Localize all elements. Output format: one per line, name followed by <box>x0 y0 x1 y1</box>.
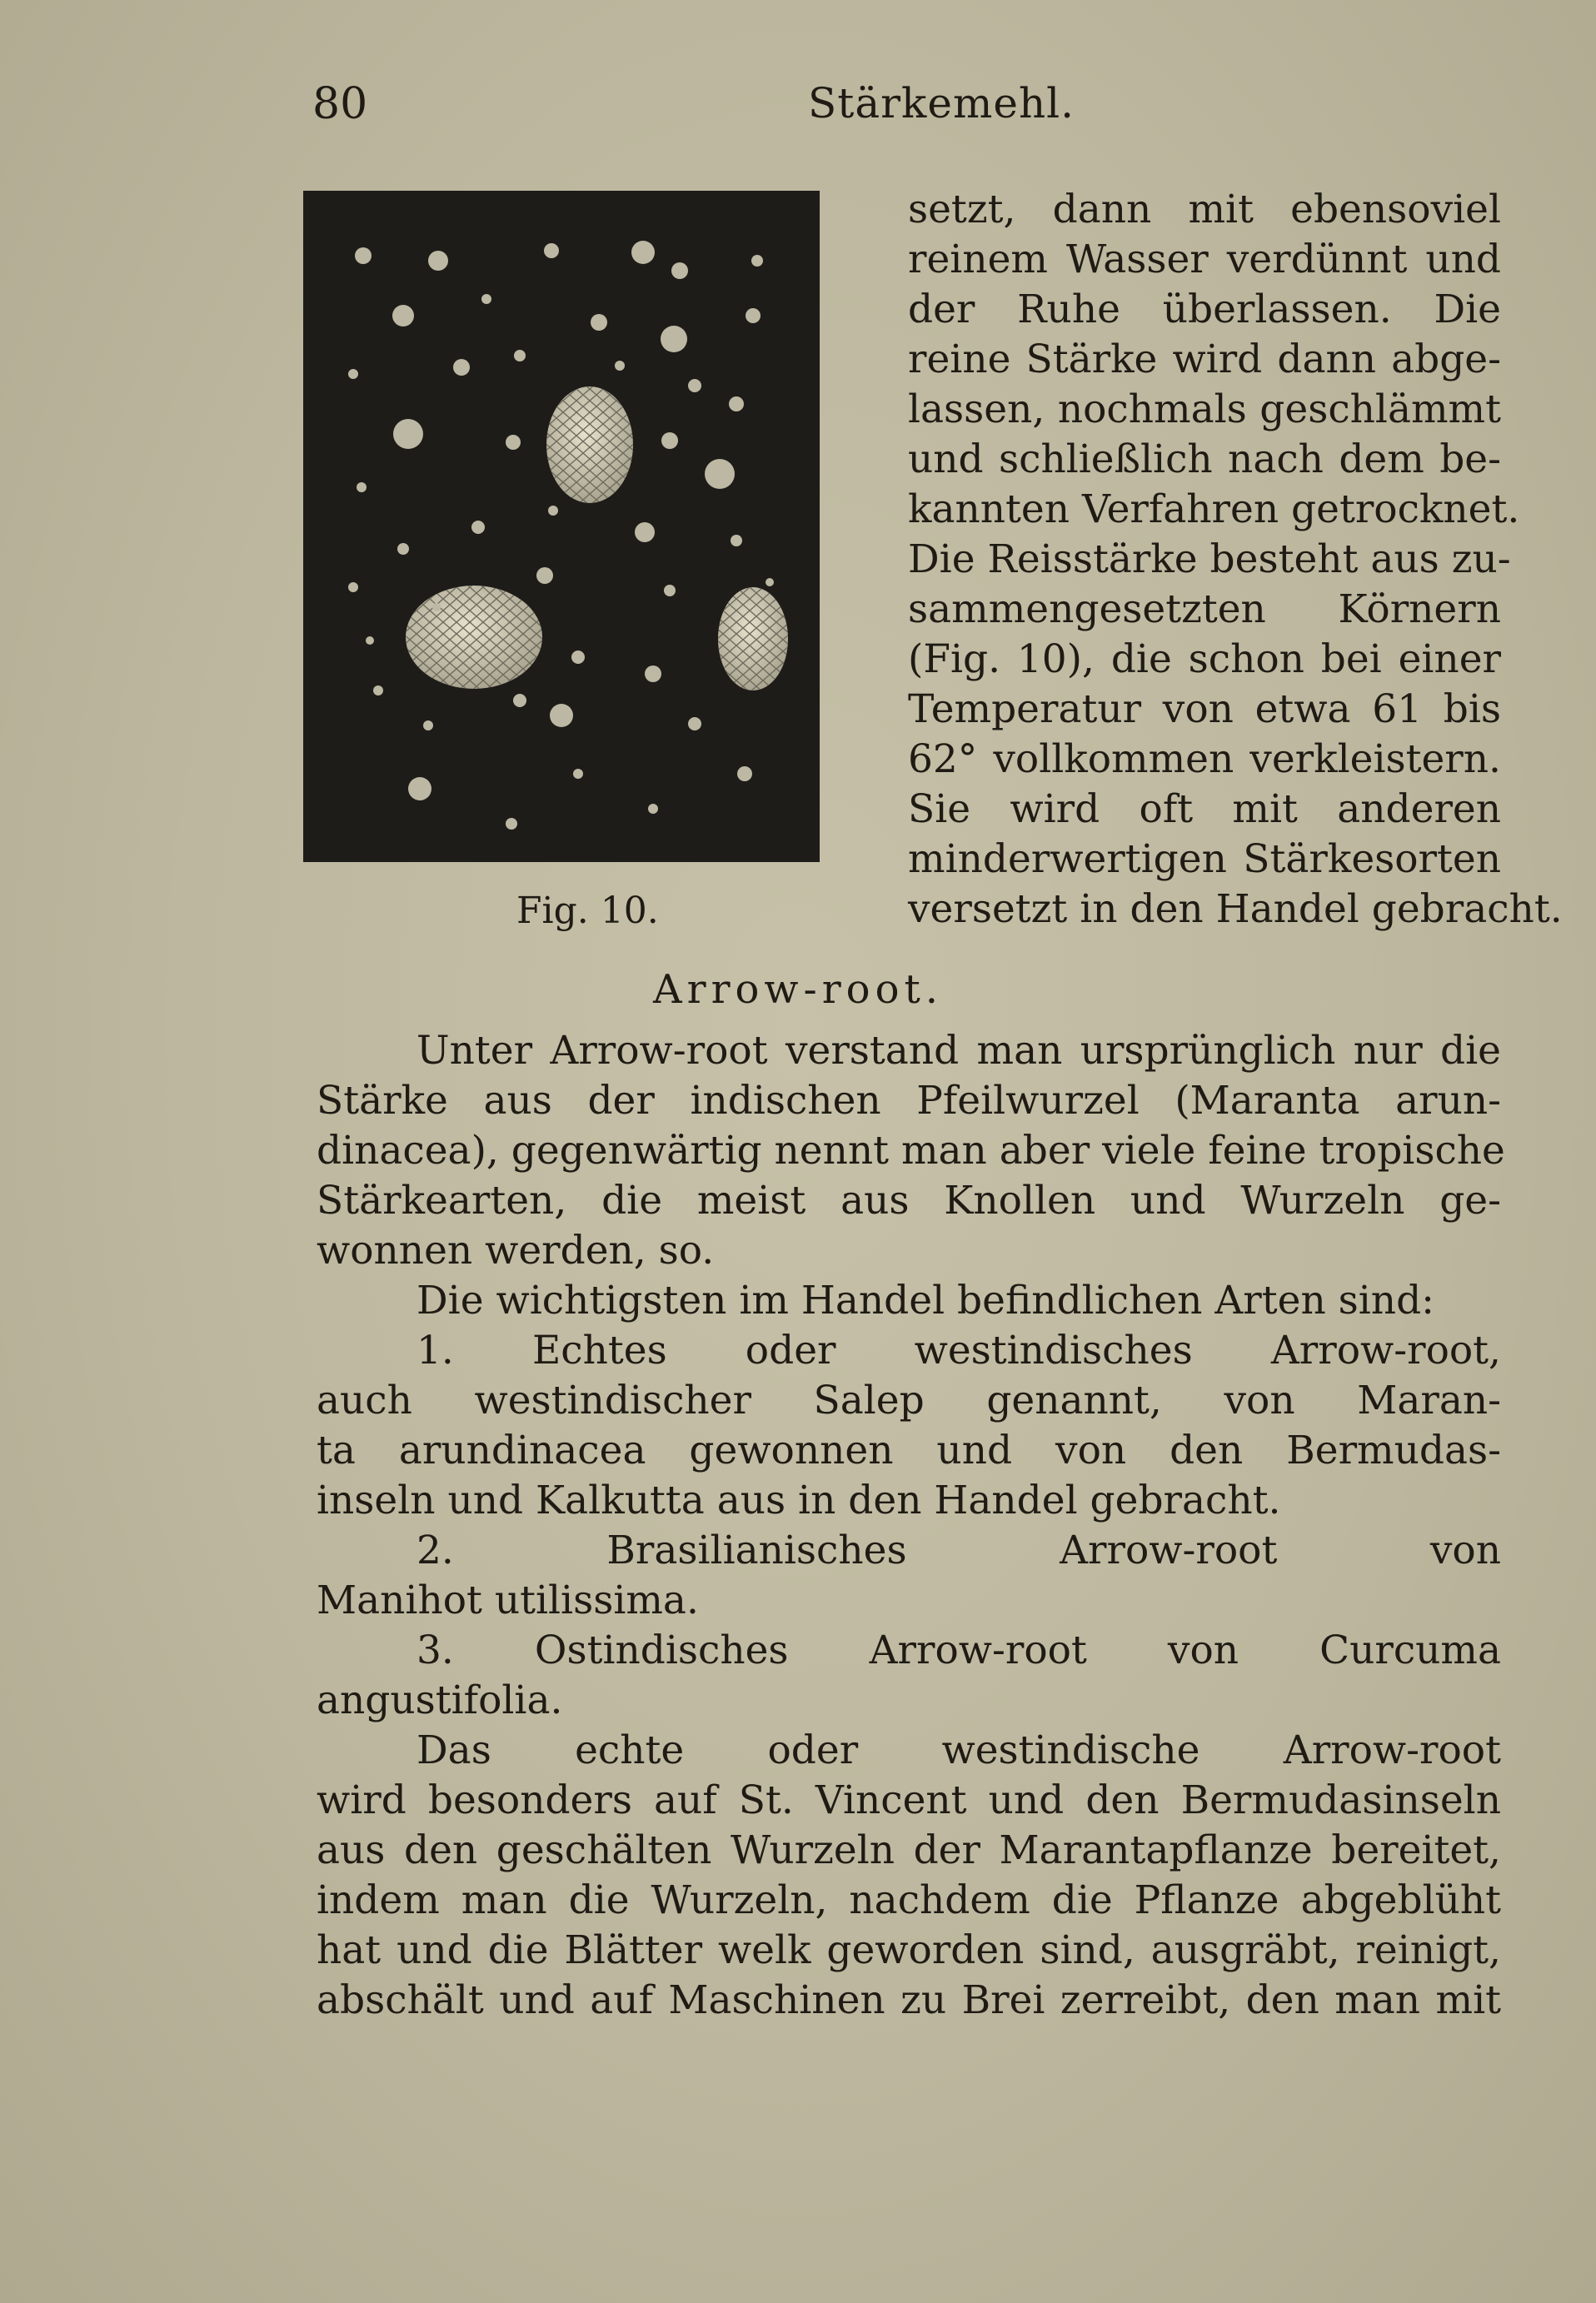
paragraph-line: hat und die Blätter welk geworden sind, ausgräbt, reinigt, <box>317 1927 1501 1973</box>
list-item-line: angustifolia. <box>317 1677 563 1723</box>
paragraph-line: aus den geschälten Wurzeln der Marantapflanze bereitet, <box>317 1827 1501 1873</box>
text-line: reine Stärke wird dann abge- <box>908 336 1501 382</box>
paragraph-line: abschält und auf Maschinen zu Brei zerreibt, den man mit <box>317 1977 1501 2023</box>
paragraph-line: Stärke aus der indischen Pfeilwurzel (Maranta arun- <box>317 1078 1501 1124</box>
text-line: Sie wird oft mit anderen <box>908 786 1501 832</box>
text-line: reinem Wasser verdünnt und <box>908 237 1501 282</box>
list-item-line: ta arundinacea gewonnen und von den Bermudas- <box>317 1428 1501 1473</box>
paragraph-line: Unter Arrow-root verstand man ursprünglich nur die <box>416 1028 1501 1074</box>
compound-granule <box>718 587 788 690</box>
paragraph-line: Die wichtigsten im Handel befindlichen Arten sind: <box>416 1278 1434 1323</box>
micrograph-figure <box>303 191 820 862</box>
text-line: Temperatur von etwa 61 bis <box>908 686 1501 732</box>
running-head: Stärkemehl. <box>808 79 1075 127</box>
paragraph-line: Das echte oder westindische Arrow-root <box>416 1727 1501 1773</box>
text-line: Die Reisstärke besteht aus zu- <box>908 536 1511 582</box>
list-item-line: inseln und Kalkutta aus in den Handel gebracht. <box>317 1478 1281 1523</box>
paragraph-line: dinacea), gegenwärtig nennt man aber viele feine tropische <box>317 1128 1505 1174</box>
list-item-line: 3. Ostindisches Arrow-root von Curcuma <box>416 1628 1501 1673</box>
list-item-line: Manihot utilissima. <box>317 1578 699 1623</box>
body-text <box>317 1026 1505 2026</box>
figure-caption: Fig. 10. <box>516 890 659 932</box>
paragraph-line: wird besonders auf St. Vincent und den Bermudasinseln <box>317 1777 1501 1823</box>
starch-granules-micrograph <box>303 191 820 862</box>
text-line: (Fig. 10), die schon bei einer <box>908 636 1501 682</box>
list-item-line: 2. Brasilianisches Arrow-root von <box>416 1528 1501 1573</box>
text-line: setzt, dann mit ebensoviel <box>908 187 1501 232</box>
page-number: 80 <box>312 79 368 129</box>
paragraph-line: Stärkearten, die meist aus Knollen und Wurzeln ge- <box>317 1178 1501 1224</box>
text-line: der Ruhe überlassen. Die <box>908 287 1501 332</box>
text-line: 62° vollkommen verkleistern. <box>908 736 1501 782</box>
text-line: versetzt in den Handel gebracht. <box>908 886 1563 932</box>
text-line: kannten Verfahren getrocknet. <box>908 486 1520 532</box>
text-line: lassen, nochmals geschlämmt <box>908 386 1501 432</box>
right-column-text <box>908 185 1563 935</box>
compound-granule <box>546 386 633 503</box>
list-item-line: 1. Echtes oder westindisches Arrow-root, <box>416 1328 1501 1373</box>
compound-granule <box>406 586 542 689</box>
section-heading: Arrow-root. <box>652 966 944 1013</box>
text-line: und schließlich nach dem be- <box>908 436 1501 482</box>
text-line: minderwertigen Stärkesorten <box>908 836 1501 882</box>
text-line: sammengesetzten Körnern <box>908 586 1501 632</box>
paragraph-line: wonnen werden, so. <box>317 1228 715 1274</box>
paragraph-line: indem man die Wurzeln, nachdem die Pflanze abgeblüht <box>317 1877 1501 1923</box>
page-header <box>312 79 1504 129</box>
list-item-line: auch westindischer Salep genannt, von Maran- <box>317 1378 1501 1423</box>
